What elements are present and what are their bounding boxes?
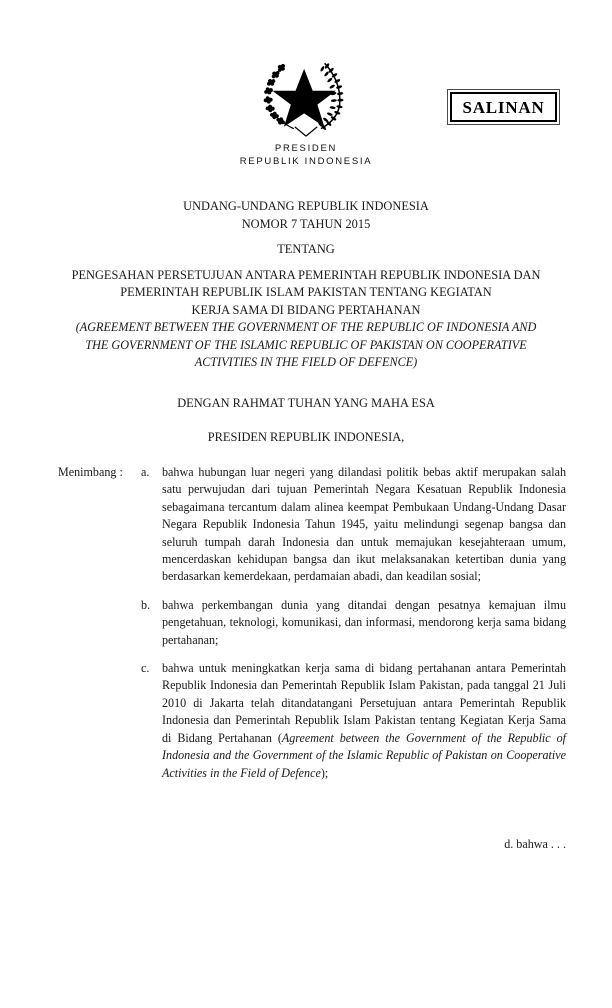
title-english-line-1: (AGREEMENT BETWEEN THE GOVERNMENT OF THE REPUBLIC OF INDONESIA AND [75, 320, 537, 334]
considering-item-c [58, 660, 566, 782]
considering-text-c [162, 660, 566, 782]
page-catchword: d. bahwa . . . [504, 837, 566, 851]
considering-marker-c: c. [141, 661, 150, 676]
considering-marker-b: b. [141, 597, 151, 612]
preamble-authority: PRESIDEN REPUBLIK INDONESIA, [207, 430, 405, 444]
emblem-caption-line-2: REPUBLIK INDONESIA [239, 155, 373, 167]
preamble-blessing: DENGAN RAHMAT TUHAN YANG MAHA ESA [177, 396, 435, 410]
considering-label: Menimbang : [58, 465, 123, 479]
salinan-label: SALINAN [462, 97, 545, 117]
title-about-label: TENTANG [277, 242, 335, 256]
considering-text-c-before: bahwa untuk meningkatkan kerja sama di bidang pertahanan antara Pemerintah Republik Indonesia dan Pemerintah Republik Islam Pakistan, pada tanggal 21 Juli 2010 di Jakarta telah ditandatangani Persetujuan antara Pemerintah Republik Indonesia dan Pemerintah Republik Islam Pakistan tentang Kegiatan Kerja Sama di Bidang Pertahanan ( [162, 661, 566, 745]
title-subject-line-1: PENGESAHAN PERSETUJUAN ANTARA PEMERINTAH REPUBLIK INDONESIA DAN [71, 267, 541, 282]
considering-text-a: bahwa hubungan luar negeri yang dilandasi politik bebas aktif merupakan salah satu perwujudan dari tujuan Pemerintah Negara Kesatuan Republik Indonesia sebagaimana tercantum dalam alinea keempat Pembukaan Undang-Undang Dasar Negara Republik Indonesia Tahun 1945, yaitu melindungi segenap bangsa dan seluruh tumpah darah Indonesia dan untuk memajukan kesejahteraan umum, mencerdaskan kehidupan bangsa dan ikut melaksanakan ketertiban dunia yang berdasarkan kemerdekaan, perdamaian abadi, dan keadilan sosial; [162, 465, 566, 584]
title-english-line-3: ACTIVITIES IN THE FIELD OF DEFENCE) [194, 355, 418, 369]
title-english-line-2: THE GOVERNMENT OF THE ISLAMIC REPUBLIC OF PAKISTAN ON COOPERATIVE [85, 337, 527, 352]
considering-text-c-after: ); [320, 765, 329, 780]
document-title-block [46, 198, 566, 372]
considering-spacer-a-b [58, 586, 566, 597]
considering-text-b: bahwa perkembangan dunia yang ditandai dengan pesatnya kemajuan ilmu pengetahuan, teknologi, komunikasi, dan informasi, mendorong kerja sama bidang pertahanan; [162, 597, 566, 647]
considering-item-b [58, 597, 566, 649]
title-law-number: NOMOR 7 TAHUN 2015 [241, 216, 371, 231]
title-subject-line-3: KERJA SAMA DI BIDANG PERTAHANAN [191, 302, 421, 317]
considering-text-c-english: Agreement between the Government of the Republic of Indonesia and the Government of the Islamic Republic of Pakistan on Cooperative Activities in the Field of Defence [162, 730, 566, 780]
emblem-caption-line-1: PRESIDEN [274, 143, 338, 154]
salinan-stamp-inner [450, 92, 557, 122]
title-spacer-2 [46, 259, 566, 267]
document-header [0, 0, 612, 180]
considering-marker-a: a. [141, 465, 150, 479]
considering-section [58, 464, 566, 782]
indonesia-presidential-emblem-icon [258, 52, 354, 138]
title-subject-line-2: PEMERINTAH REPUBLIK ISLAM PAKISTAN TENTANG KEGIATAN [120, 285, 492, 299]
title-law-name: UNDANG-UNDANG REPUBLIK INDONESIA [183, 199, 429, 213]
salinan-stamp [447, 89, 560, 125]
emblem-caption [0, 143, 612, 168]
considering-item-a [58, 464, 566, 586]
considering-spacer-b-c [58, 649, 566, 660]
title-spacer-1 [46, 233, 566, 241]
